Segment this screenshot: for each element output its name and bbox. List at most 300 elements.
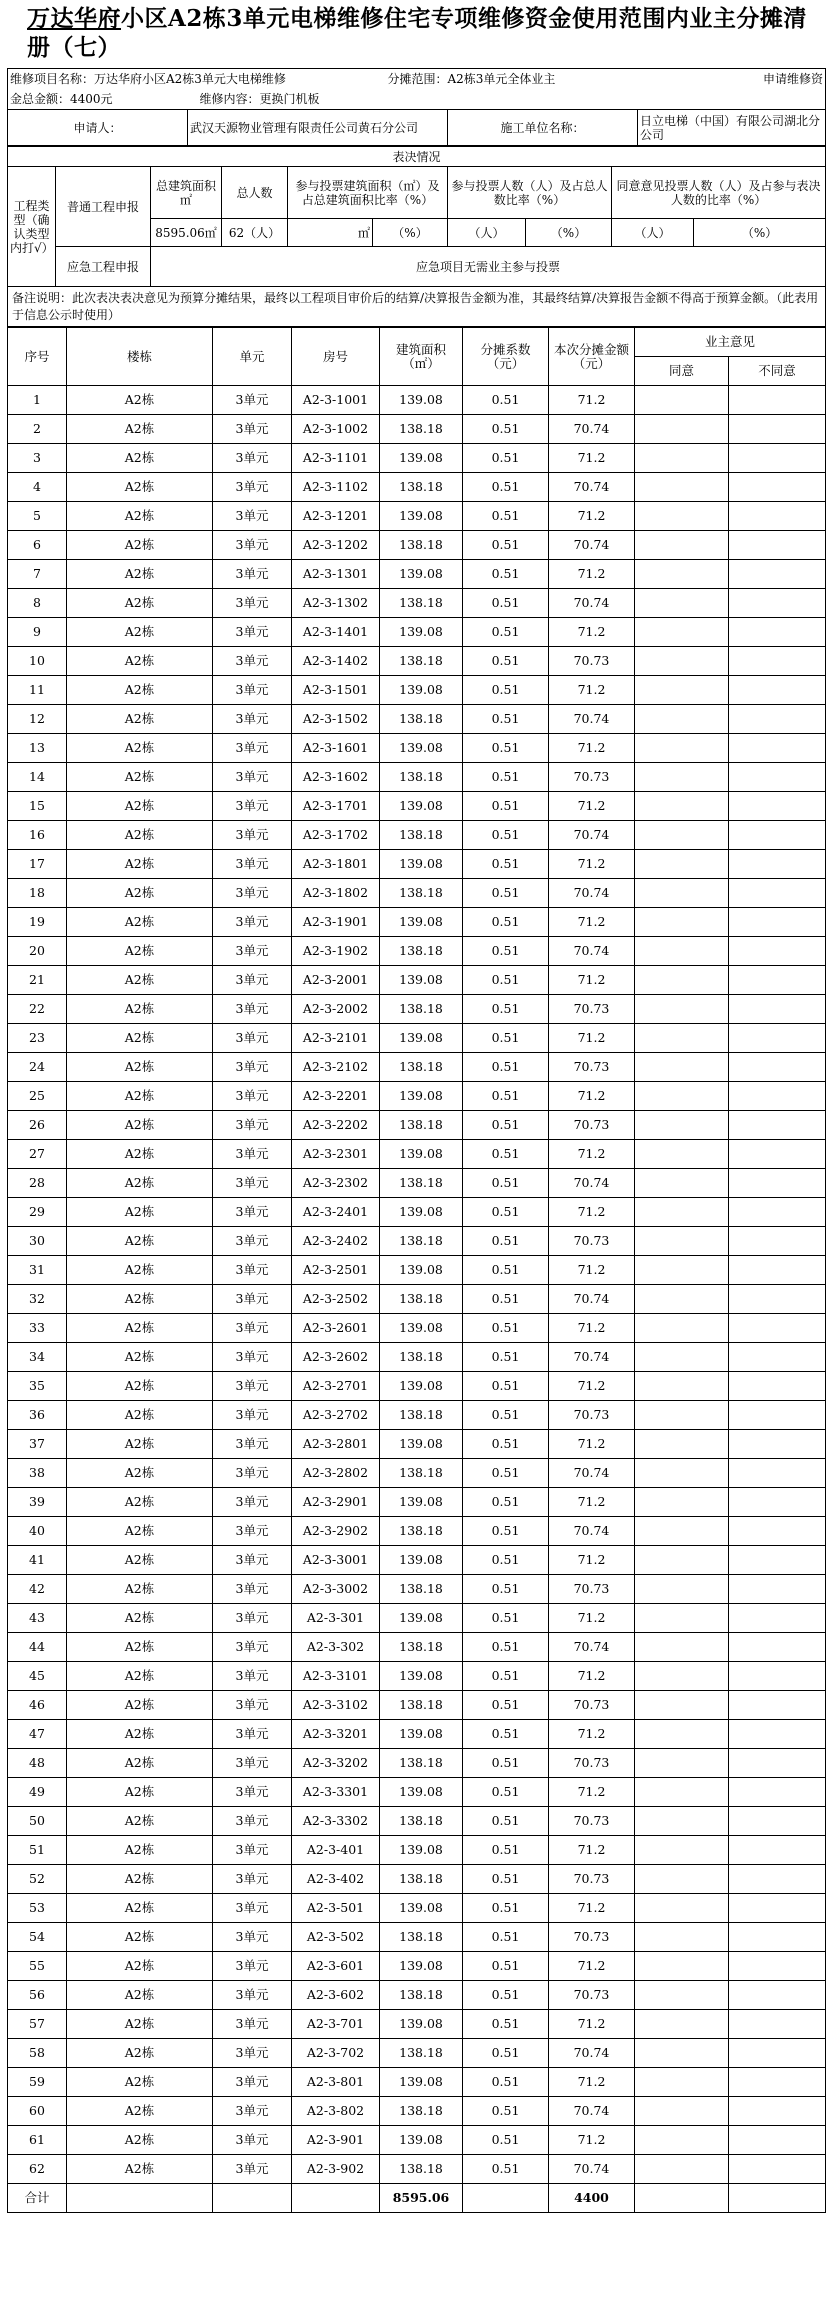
cell-amount: 71.2 bbox=[549, 1430, 635, 1459]
table-row bbox=[8, 879, 826, 908]
cell-area: 138.18 bbox=[380, 1575, 463, 1604]
cell-room: A2-3-3001 bbox=[292, 1546, 380, 1575]
cell-building: A2栋 bbox=[67, 1836, 213, 1865]
header-area: 建筑面积（㎡） bbox=[380, 328, 463, 386]
cell-seq: 34 bbox=[8, 1343, 67, 1372]
table-row bbox=[8, 1749, 826, 1778]
voter-area-pct: （%） bbox=[373, 219, 448, 247]
cell-area: 139.08 bbox=[380, 908, 463, 937]
table-row bbox=[8, 531, 826, 560]
cell-area: 138.18 bbox=[380, 1111, 463, 1140]
cell-amount: 71.2 bbox=[549, 1662, 635, 1691]
vote-table bbox=[7, 146, 826, 327]
cell-disagree bbox=[729, 705, 826, 734]
cell-agree bbox=[635, 879, 729, 908]
cell-area: 138.18 bbox=[380, 763, 463, 792]
cell-building: A2栋 bbox=[67, 1778, 213, 1807]
cell-disagree bbox=[729, 1517, 826, 1546]
cell-room: A2-3-1201 bbox=[292, 502, 380, 531]
cell-seq: 30 bbox=[8, 1227, 67, 1256]
repair-content: 维修内容：更换门机板 bbox=[188, 89, 826, 110]
cell-area: 138.18 bbox=[380, 705, 463, 734]
cell-room: A2-3-1101 bbox=[292, 444, 380, 473]
cell-disagree bbox=[729, 1836, 826, 1865]
cell-area: 139.08 bbox=[380, 560, 463, 589]
cell-amount: 70.74 bbox=[549, 1633, 635, 1662]
cell-room: A2-3-2302 bbox=[292, 1169, 380, 1198]
cell-disagree bbox=[729, 444, 826, 473]
allocation-rows bbox=[8, 386, 826, 2184]
table-row bbox=[8, 2097, 826, 2126]
cell-agree bbox=[635, 1111, 729, 1140]
cell-coef: 0.51 bbox=[463, 1981, 549, 2010]
cell-building: A2栋 bbox=[67, 1401, 213, 1430]
cell-building: A2栋 bbox=[67, 444, 213, 473]
cell-seq: 17 bbox=[8, 850, 67, 879]
cell-building: A2栋 bbox=[67, 1372, 213, 1401]
table-row bbox=[8, 792, 826, 821]
cell-coef: 0.51 bbox=[463, 1720, 549, 1749]
cell-seq: 5 bbox=[8, 502, 67, 531]
cell-unit: 3单元 bbox=[213, 966, 292, 995]
cell-unit: 3单元 bbox=[213, 415, 292, 444]
cell-room: A2-3-1202 bbox=[292, 531, 380, 560]
cell-coef: 0.51 bbox=[463, 1633, 549, 1662]
cell-room: A2-3-1701 bbox=[292, 792, 380, 821]
cell-room: A2-3-1501 bbox=[292, 676, 380, 705]
cell-coef: 0.51 bbox=[463, 850, 549, 879]
cell-area: 138.18 bbox=[380, 2097, 463, 2126]
cell-room: A2-3-1001 bbox=[292, 386, 380, 415]
table-row bbox=[8, 1981, 826, 2010]
table-row bbox=[8, 908, 826, 937]
cell-area: 138.18 bbox=[380, 1343, 463, 1372]
cell-area: 139.08 bbox=[380, 1836, 463, 1865]
cell-agree bbox=[635, 647, 729, 676]
cell-agree bbox=[635, 1227, 729, 1256]
cell-unit: 3单元 bbox=[213, 386, 292, 415]
cell-building: A2栋 bbox=[67, 879, 213, 908]
table-row bbox=[8, 1662, 826, 1691]
project-name: 维修项目名称：万达华府小区A2栋3单元大电梯维修 bbox=[8, 69, 358, 90]
cell-agree bbox=[635, 444, 729, 473]
table-row bbox=[8, 1024, 826, 1053]
cell-room: A2-3-1601 bbox=[292, 734, 380, 763]
cell-coef: 0.51 bbox=[463, 1662, 549, 1691]
cell-seq: 11 bbox=[8, 676, 67, 705]
cell-disagree bbox=[729, 589, 826, 618]
cell-seq: 4 bbox=[8, 473, 67, 502]
cell-unit: 3单元 bbox=[213, 1778, 292, 1807]
cell-unit: 3单元 bbox=[213, 1053, 292, 1082]
cell-unit: 3单元 bbox=[213, 1314, 292, 1343]
cell-disagree bbox=[729, 1372, 826, 1401]
cell-disagree bbox=[729, 2068, 826, 2097]
cell-building: A2栋 bbox=[67, 2126, 213, 2155]
cell-seq: 2 bbox=[8, 415, 67, 444]
cell-agree bbox=[635, 1517, 729, 1546]
cell-area: 139.08 bbox=[380, 1372, 463, 1401]
cell-unit: 3单元 bbox=[213, 1604, 292, 1633]
apply-total-amount: 金总金额：4400元 bbox=[8, 89, 188, 110]
cell-disagree bbox=[729, 647, 826, 676]
remark: 备注说明：此次表决表决意见为预算分摊结果，最终以工程项目审价后的结算/决算报告金额为准，其最终结算/决算报告金额不得高于预算金额。（此表用于信息公示时使用） bbox=[8, 287, 826, 327]
cell-unit: 3单元 bbox=[213, 2039, 292, 2068]
cell-unit: 3单元 bbox=[213, 1952, 292, 1981]
total-area-value: 8595.06㎡ bbox=[151, 219, 222, 247]
cell-amount: 70.73 bbox=[549, 1807, 635, 1836]
cell-disagree bbox=[729, 1633, 826, 1662]
allocation-table bbox=[7, 327, 826, 2213]
cell-unit: 3单元 bbox=[213, 1256, 292, 1285]
cell-seq: 15 bbox=[8, 792, 67, 821]
cell-agree bbox=[635, 502, 729, 531]
cell-coef: 0.51 bbox=[463, 792, 549, 821]
cell-agree bbox=[635, 1430, 729, 1459]
table-row bbox=[8, 1604, 826, 1633]
cell-unit: 3单元 bbox=[213, 908, 292, 937]
cell-building: A2栋 bbox=[67, 1488, 213, 1517]
table-row bbox=[8, 1285, 826, 1314]
cell-unit: 3单元 bbox=[213, 1633, 292, 1662]
cell-coef: 0.51 bbox=[463, 473, 549, 502]
cell-area: 139.08 bbox=[380, 734, 463, 763]
cell-area: 138.18 bbox=[380, 937, 463, 966]
cell-disagree bbox=[729, 531, 826, 560]
cell-disagree bbox=[729, 1024, 826, 1053]
cell-room: A2-3-1801 bbox=[292, 850, 380, 879]
cell-building: A2栋 bbox=[67, 1169, 213, 1198]
cell-coef: 0.51 bbox=[463, 502, 549, 531]
cell-agree bbox=[635, 1024, 729, 1053]
cell-agree bbox=[635, 386, 729, 415]
cell-area: 138.18 bbox=[380, 1865, 463, 1894]
cell-unit: 3单元 bbox=[213, 1459, 292, 1488]
cell-building: A2栋 bbox=[67, 502, 213, 531]
cell-seq: 45 bbox=[8, 1662, 67, 1691]
cell-building: A2栋 bbox=[67, 2155, 213, 2184]
cell-seq: 24 bbox=[8, 1053, 67, 1082]
cell-amount: 70.74 bbox=[549, 705, 635, 734]
cell-seq: 18 bbox=[8, 879, 67, 908]
cell-agree bbox=[635, 2039, 729, 2068]
cell-unit: 3单元 bbox=[213, 1198, 292, 1227]
cell-room: A2-3-1902 bbox=[292, 937, 380, 966]
cell-room: A2-3-2401 bbox=[292, 1198, 380, 1227]
applicant-value: 武汉天源物业管理有限责任公司黄石分公司 bbox=[188, 110, 448, 146]
total-amount: 4400 bbox=[549, 2184, 635, 2213]
builder-value: 日立电梯（中国）有限公司湖北分公司 bbox=[638, 110, 826, 146]
cell-building: A2栋 bbox=[67, 647, 213, 676]
cell-amount: 71.2 bbox=[549, 2010, 635, 2039]
cell-agree bbox=[635, 1836, 729, 1865]
cell-unit: 3单元 bbox=[213, 473, 292, 502]
cell-amount: 71.2 bbox=[549, 1256, 635, 1285]
cell-building: A2栋 bbox=[67, 1749, 213, 1778]
cell-room: A2-3-2601 bbox=[292, 1314, 380, 1343]
cell-disagree bbox=[729, 1227, 826, 1256]
cell-seq: 22 bbox=[8, 995, 67, 1024]
cell-amount: 71.2 bbox=[549, 2126, 635, 2155]
cell-unit: 3单元 bbox=[213, 1401, 292, 1430]
cell-seq: 41 bbox=[8, 1546, 67, 1575]
cell-area: 138.18 bbox=[380, 415, 463, 444]
cell-disagree bbox=[729, 966, 826, 995]
cell-agree bbox=[635, 1053, 729, 1082]
cell-unit: 3单元 bbox=[213, 589, 292, 618]
cell-coef: 0.51 bbox=[463, 676, 549, 705]
header-coef: 分摊系数（元） bbox=[463, 328, 549, 386]
cell-agree bbox=[635, 1256, 729, 1285]
cell-building: A2栋 bbox=[67, 1952, 213, 1981]
cell-disagree bbox=[729, 1198, 826, 1227]
cell-agree bbox=[635, 2010, 729, 2039]
cell-amount: 70.74 bbox=[549, 1343, 635, 1372]
cell-area: 139.08 bbox=[380, 676, 463, 705]
cell-building: A2栋 bbox=[67, 937, 213, 966]
cell-building: A2栋 bbox=[67, 1546, 213, 1575]
cell-area: 139.08 bbox=[380, 1662, 463, 1691]
cell-area: 139.08 bbox=[380, 1546, 463, 1575]
cell-seq: 48 bbox=[8, 1749, 67, 1778]
cell-disagree bbox=[729, 1691, 826, 1720]
cell-amount: 71.2 bbox=[549, 1778, 635, 1807]
cell-room: A2-3-802 bbox=[292, 2097, 380, 2126]
table-row bbox=[8, 1488, 826, 1517]
cell-seq: 37 bbox=[8, 1430, 67, 1459]
cell-coef: 0.51 bbox=[463, 531, 549, 560]
cell-unit: 3单元 bbox=[213, 821, 292, 850]
cell-unit: 3单元 bbox=[213, 879, 292, 908]
cell-building: A2栋 bbox=[67, 2097, 213, 2126]
cell-building: A2栋 bbox=[67, 1459, 213, 1488]
cell-building: A2栋 bbox=[67, 618, 213, 647]
cell-unit: 3单元 bbox=[213, 850, 292, 879]
cell-room: A2-3-2402 bbox=[292, 1227, 380, 1256]
table-row bbox=[8, 850, 826, 879]
cell-disagree bbox=[729, 1894, 826, 1923]
cell-coef: 0.51 bbox=[463, 1111, 549, 1140]
cell-area: 139.08 bbox=[380, 1314, 463, 1343]
cell-disagree bbox=[729, 1343, 826, 1372]
cell-amount: 71.2 bbox=[549, 560, 635, 589]
cell-room: A2-3-2902 bbox=[292, 1517, 380, 1546]
table-row bbox=[8, 937, 826, 966]
cell-seq: 28 bbox=[8, 1169, 67, 1198]
cell-seq: 10 bbox=[8, 647, 67, 676]
table-row bbox=[8, 676, 826, 705]
cell-building: A2栋 bbox=[67, 1314, 213, 1343]
cell-building: A2栋 bbox=[67, 2010, 213, 2039]
cell-disagree bbox=[729, 763, 826, 792]
cell-coef: 0.51 bbox=[463, 618, 549, 647]
cell-disagree bbox=[729, 879, 826, 908]
cell-seq: 33 bbox=[8, 1314, 67, 1343]
cell-area: 138.18 bbox=[380, 995, 463, 1024]
cell-amount: 71.2 bbox=[549, 2068, 635, 2097]
cell-disagree bbox=[729, 1140, 826, 1169]
cell-seq: 61 bbox=[8, 2126, 67, 2155]
cell-coef: 0.51 bbox=[463, 1256, 549, 1285]
cell-room: A2-3-501 bbox=[292, 1894, 380, 1923]
cell-amount: 71.2 bbox=[549, 618, 635, 647]
project-type-label: 工程类型（确认类型内打√） bbox=[8, 167, 56, 287]
cell-unit: 3单元 bbox=[213, 1285, 292, 1314]
cell-building: A2栋 bbox=[67, 560, 213, 589]
cell-agree bbox=[635, 1633, 729, 1662]
cell-room: A2-3-3301 bbox=[292, 1778, 380, 1807]
cell-room: A2-3-1002 bbox=[292, 415, 380, 444]
cell-amount: 71.2 bbox=[549, 850, 635, 879]
cell-area: 138.18 bbox=[380, 1691, 463, 1720]
table-row bbox=[8, 473, 826, 502]
cell-disagree bbox=[729, 792, 826, 821]
cell-area: 138.18 bbox=[380, 1517, 463, 1546]
cell-coef: 0.51 bbox=[463, 937, 549, 966]
table-row bbox=[8, 1546, 826, 1575]
cell-amount: 70.74 bbox=[549, 821, 635, 850]
cell-room: A2-3-1102 bbox=[292, 473, 380, 502]
cell-agree bbox=[635, 1604, 729, 1633]
cell-disagree bbox=[729, 1053, 826, 1082]
table-row bbox=[8, 1082, 826, 1111]
cell-building: A2栋 bbox=[67, 1923, 213, 1952]
cell-seq: 58 bbox=[8, 2039, 67, 2068]
cell-coef: 0.51 bbox=[463, 444, 549, 473]
cell-building: A2栋 bbox=[67, 1256, 213, 1285]
cell-amount: 70.73 bbox=[549, 1053, 635, 1082]
cell-coef: 0.51 bbox=[463, 415, 549, 444]
table-row bbox=[8, 1198, 826, 1227]
cell-agree bbox=[635, 763, 729, 792]
cell-area: 139.08 bbox=[380, 1488, 463, 1517]
cell-unit: 3单元 bbox=[213, 1169, 292, 1198]
cell-coef: 0.51 bbox=[463, 2039, 549, 2068]
cell-disagree bbox=[729, 618, 826, 647]
cell-amount: 70.74 bbox=[549, 937, 635, 966]
cell-agree bbox=[635, 2126, 729, 2155]
cell-room: A2-3-3102 bbox=[292, 1691, 380, 1720]
cell-amount: 71.2 bbox=[549, 966, 635, 995]
cell-disagree bbox=[729, 1778, 826, 1807]
cell-amount: 70.74 bbox=[549, 531, 635, 560]
cell-disagree bbox=[729, 1604, 826, 1633]
cell-unit: 3单元 bbox=[213, 1575, 292, 1604]
cell-seq: 51 bbox=[8, 1836, 67, 1865]
cell-agree bbox=[635, 1865, 729, 1894]
table-row bbox=[8, 618, 826, 647]
cell-disagree bbox=[729, 415, 826, 444]
cell-unit: 3单元 bbox=[213, 1546, 292, 1575]
cell-room: A2-3-2301 bbox=[292, 1140, 380, 1169]
table-row bbox=[8, 1459, 826, 1488]
cell-agree bbox=[635, 1894, 729, 1923]
cell-agree bbox=[635, 1169, 729, 1198]
cell-area: 139.08 bbox=[380, 792, 463, 821]
cell-amount: 70.74 bbox=[549, 2097, 635, 2126]
cell-disagree bbox=[729, 2039, 826, 2068]
cell-unit: 3单元 bbox=[213, 1140, 292, 1169]
cell-area: 139.08 bbox=[380, 2126, 463, 2155]
cell-amount: 71.2 bbox=[549, 1546, 635, 1575]
cell-area: 138.18 bbox=[380, 879, 463, 908]
cell-area: 138.18 bbox=[380, 473, 463, 502]
cell-agree bbox=[635, 821, 729, 850]
cell-building: A2栋 bbox=[67, 473, 213, 502]
cell-seq: 31 bbox=[8, 1256, 67, 1285]
table-row bbox=[8, 502, 826, 531]
voter-area-label: 参与投票建筑面积（㎡）及占总建筑面积比率（%） bbox=[288, 167, 448, 219]
cell-disagree bbox=[729, 676, 826, 705]
cell-building: A2栋 bbox=[67, 821, 213, 850]
cell-agree bbox=[635, 1459, 729, 1488]
cell-building: A2栋 bbox=[67, 1662, 213, 1691]
cell-area: 139.08 bbox=[380, 1604, 463, 1633]
cell-building: A2栋 bbox=[67, 966, 213, 995]
cell-agree bbox=[635, 560, 729, 589]
cell-unit: 3单元 bbox=[213, 1836, 292, 1865]
cell-building: A2栋 bbox=[67, 2039, 213, 2068]
cell-area: 139.08 bbox=[380, 2010, 463, 2039]
cell-disagree bbox=[729, 1256, 826, 1285]
cell-room: A2-3-2102 bbox=[292, 1053, 380, 1082]
table-row bbox=[8, 1952, 826, 1981]
cell-agree bbox=[635, 531, 729, 560]
cell-area: 138.18 bbox=[380, 1053, 463, 1082]
voter-count-unit: （人） bbox=[448, 219, 526, 247]
cell-room: A2-3-401 bbox=[292, 1836, 380, 1865]
cell-amount: 71.2 bbox=[549, 1082, 635, 1111]
cell-room: A2-3-902 bbox=[292, 2155, 380, 2184]
cell-room: A2-3-2001 bbox=[292, 966, 380, 995]
cell-coef: 0.51 bbox=[463, 1227, 549, 1256]
cell-disagree bbox=[729, 1865, 826, 1894]
cell-room: A2-3-1901 bbox=[292, 908, 380, 937]
table-row bbox=[8, 2155, 826, 2184]
cell-seq: 62 bbox=[8, 2155, 67, 2184]
table-row bbox=[8, 1256, 826, 1285]
cell-disagree bbox=[729, 1981, 826, 2010]
cell-room: A2-3-1502 bbox=[292, 705, 380, 734]
table-row bbox=[8, 1517, 826, 1546]
cell-agree bbox=[635, 1720, 729, 1749]
cell-agree bbox=[635, 1923, 729, 1952]
cell-agree bbox=[635, 908, 729, 937]
cell-room: A2-3-2701 bbox=[292, 1372, 380, 1401]
cell-room: A2-3-1702 bbox=[292, 821, 380, 850]
cell-area: 139.08 bbox=[380, 1894, 463, 1923]
cell-agree bbox=[635, 415, 729, 444]
cell-building: A2栋 bbox=[67, 1865, 213, 1894]
cell-area: 138.18 bbox=[380, 647, 463, 676]
cell-agree bbox=[635, 1198, 729, 1227]
cell-room: A2-3-302 bbox=[292, 1633, 380, 1662]
cell-disagree bbox=[729, 2097, 826, 2126]
cell-agree bbox=[635, 589, 729, 618]
cell-area: 138.18 bbox=[380, 1749, 463, 1778]
cell-room: A2-3-602 bbox=[292, 1981, 380, 2010]
table-row bbox=[8, 1807, 826, 1836]
cell-area: 138.18 bbox=[380, 1401, 463, 1430]
cell-amount: 70.74 bbox=[549, 589, 635, 618]
cell-area: 138.18 bbox=[380, 1285, 463, 1314]
cell-unit: 3单元 bbox=[213, 618, 292, 647]
cell-room: A2-3-502 bbox=[292, 1923, 380, 1952]
cell-coef: 0.51 bbox=[463, 1430, 549, 1459]
cell-area: 139.08 bbox=[380, 1952, 463, 1981]
cell-unit: 3单元 bbox=[213, 763, 292, 792]
cell-seq: 40 bbox=[8, 1517, 67, 1546]
